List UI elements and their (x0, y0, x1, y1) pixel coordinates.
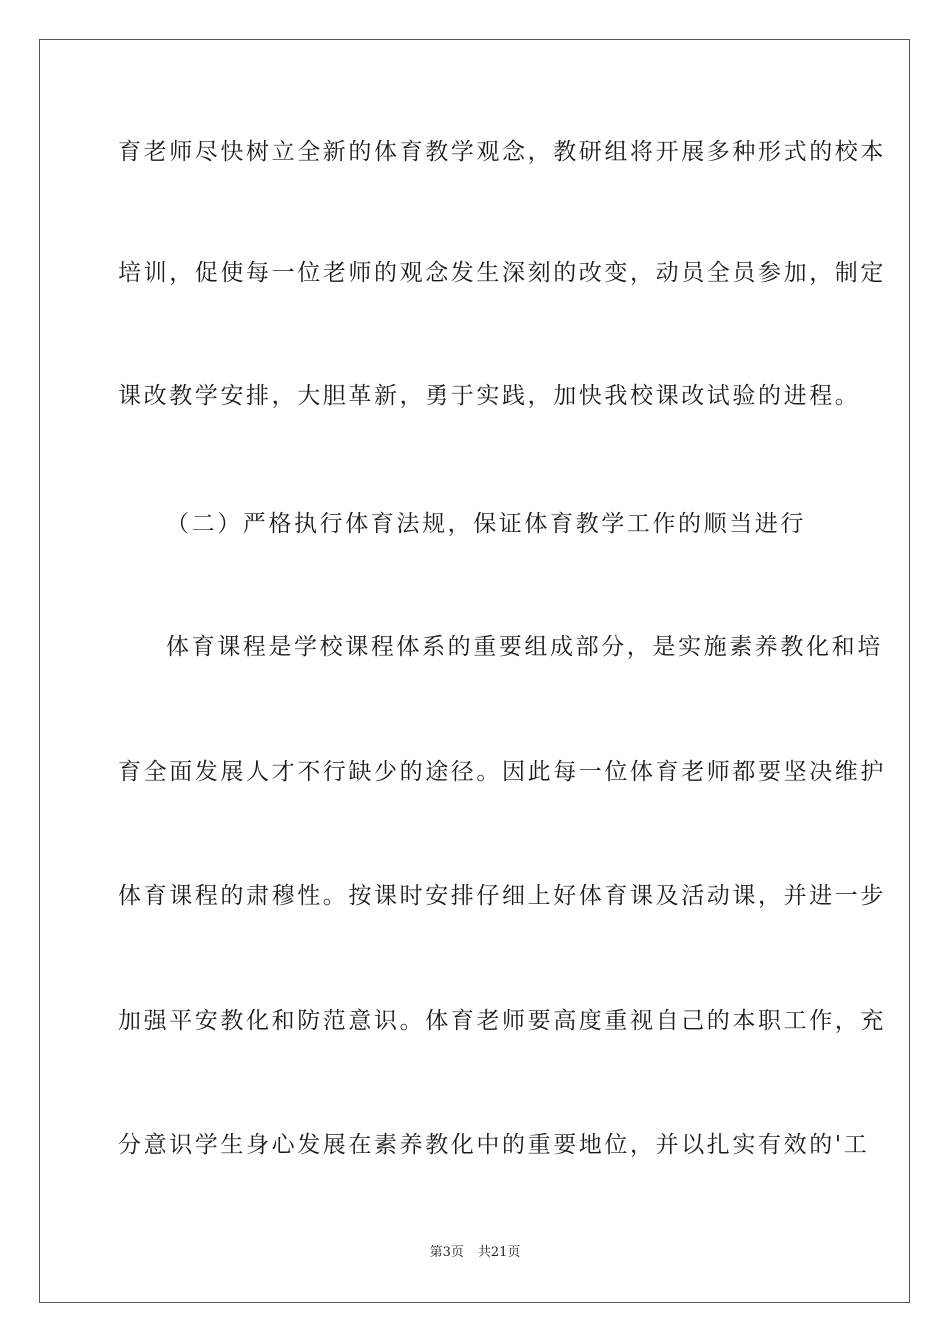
body-text-line-2: 培训，促使每一位老师的观念发生深刻的改变，动员全员参加，制定 (118, 260, 886, 286)
section-heading: （二）严格执行体育法规，保证体育教学工作的顺当进行 (166, 511, 806, 537)
page-border (39, 39, 910, 1303)
page-number: 第3页 (429, 1245, 464, 1260)
body-text-line-9: 分意识学生身心发展在素养教化中的重要地位，并以扎实有效的'工 (118, 1132, 870, 1158)
page-total: 共21页 (477, 1245, 521, 1260)
body-text-line-1: 育老师尽快树立全新的体育教学观念，教研组将开展多种形式的校本 (118, 139, 886, 165)
body-text-line-8: 加强平安教化和防范意识。体育老师要高度重视自己的本职工作，充 (118, 1008, 886, 1034)
page-footer (0, 1244, 950, 1262)
body-text-line-6: 育全面发展人才不行缺少的途径。因此每一位体育老师都要坚决维护 (118, 759, 886, 785)
body-text-line-3: 课改教学安排，大胆革新，勇于实践，加快我校课改试验的进程。 (118, 383, 861, 409)
body-text-line-5: 体育课程是学校课程体系的重要组成部分，是实施素养教化和培 (166, 634, 883, 660)
body-text-line-7: 体育课程的肃穆性。按课时安排仔细上好体育课及活动课，并进一步 (118, 883, 886, 909)
